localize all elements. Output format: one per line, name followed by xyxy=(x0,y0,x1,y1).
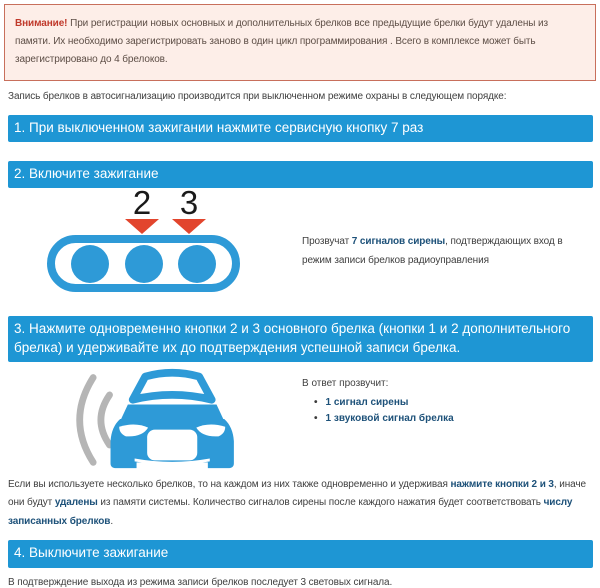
paragraph-text: , иначе они будут xyxy=(8,478,586,509)
intro-text: Запись брелков в автосигнализацию производится при выключенном режиме охраны в следующем порядке: xyxy=(8,91,507,102)
fob-button-3-number: 3 xyxy=(179,184,199,222)
paragraph-text: Если вы используете несколько брелков, то на каждом из них также одновременно и удерживая xyxy=(8,478,451,490)
paragraph-text: . xyxy=(110,515,114,527)
list-item: • 1 звуковой сигнал брелка xyxy=(314,413,454,424)
keyfob-icon xyxy=(47,235,240,292)
warning-label: Внимание! xyxy=(15,18,68,29)
fob-button-icon xyxy=(71,245,109,283)
arrow-down-icon xyxy=(125,219,159,234)
paragraph-bold: удалены xyxy=(54,497,98,509)
response-list xyxy=(302,397,454,424)
sound-waves-icon xyxy=(80,377,110,462)
step3-header: 3. Нажмите одновременно кнопки 2 и 3 основного брелка (кнопки 1 и 2 дополнительного брелка) и удерживайте их до подтверждения успешной записи брелка. xyxy=(8,316,593,361)
car-icon xyxy=(58,366,244,472)
note-prefix: Прозвучат xyxy=(302,236,352,248)
step2-header: 2. Включите зажигание xyxy=(8,161,593,188)
note-suffix: , подтверждающих вход в режим записи брелков радиоуправления xyxy=(302,236,563,266)
step2-note xyxy=(302,233,574,298)
step4-header: 4. Выключите зажигание xyxy=(8,540,593,567)
step3-content xyxy=(0,364,600,472)
note-bold: 7 сигналов сирены xyxy=(351,236,446,248)
fob-button-icon xyxy=(178,245,216,283)
paragraph-bold: нажмите кнопки 2 и 3 xyxy=(450,478,554,490)
keyfob-illustration xyxy=(0,184,302,308)
paragraph-bold: числу записанных брелков xyxy=(8,497,573,527)
fob-button-icon xyxy=(125,245,163,283)
warning-text: При регистрации новых основных и дополнительных брелков все предыдущие брелки будут удалены из памяти. Их необходимо зарегистрировать заново в один цикл программирования . Всего в комплексе может быть зарегистрировано до 4 брелоков. xyxy=(15,18,549,65)
paragraph-text: из памяти системы. Количество сигналов сирены после каждого нажатия будет соответствовать xyxy=(97,497,544,509)
step2-content xyxy=(0,184,600,308)
fob-button-2-number: 2 xyxy=(132,184,152,222)
multi-fob-note xyxy=(8,476,592,532)
step3-response xyxy=(302,378,454,472)
arrow-down-icon xyxy=(172,219,206,234)
response-label: В ответ прозвучит: xyxy=(302,377,389,389)
car-illustration xyxy=(0,364,302,472)
list-item: • 1 сигнал сирены xyxy=(314,397,454,408)
step1-header: 1. При выключенном зажигании нажмите сервисную кнопку 7 раз xyxy=(8,115,593,142)
warning-box xyxy=(4,4,596,81)
footer-note: В подтверждение выхода из режима записи брелков последует 3 световых сигнала. xyxy=(8,576,393,588)
